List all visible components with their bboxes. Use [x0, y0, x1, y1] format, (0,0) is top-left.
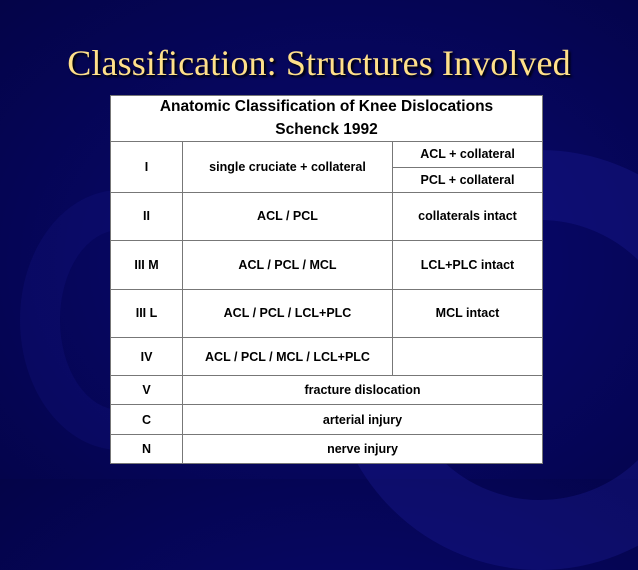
- grade-cell: III L: [111, 289, 183, 337]
- grade-cell: C: [111, 405, 183, 434]
- table-row-grade-c: [111, 405, 543, 434]
- injury-description-cell: fracture dislocation: [183, 376, 543, 405]
- injury-description-cell: arterial injury: [183, 405, 543, 434]
- injured-structures-cell: ACL / PCL: [183, 192, 393, 240]
- table-row-grade-3l: [111, 289, 543, 337]
- injured-structures-cell: single cruciate + collateral: [183, 142, 393, 192]
- grade-cell: III M: [111, 241, 183, 289]
- intact-structures-cell: LCL+PLC intact: [393, 241, 543, 289]
- table-row-grade-3m: [111, 241, 543, 289]
- sub-type-cell: PCL + collateral: [393, 167, 543, 192]
- injury-description-cell: nerve injury: [183, 434, 543, 463]
- table-row-grade-4: [111, 337, 543, 375]
- sub-type-cell: ACL + collateral: [393, 142, 543, 167]
- intact-structures-cell: MCL intact: [393, 289, 543, 337]
- grade-cell: I: [111, 142, 183, 192]
- slide-title: Classification: Structures Involved: [67, 43, 571, 83]
- grade-cell: IV: [111, 337, 183, 375]
- grade-cell: N: [111, 434, 183, 463]
- grade-cell: II: [111, 192, 183, 240]
- table-title: Anatomic Classification of Knee Dislocations: [111, 96, 543, 119]
- table-subtitle: Schenck 1992: [111, 119, 543, 142]
- injured-structures-cell: ACL / PCL / MCL: [183, 241, 393, 289]
- table-row-grade-5: [111, 376, 543, 405]
- table-row-grade-1: [111, 142, 543, 167]
- table-row-grade-2: [111, 192, 543, 240]
- table-row-grade-n: [111, 434, 543, 463]
- injured-structures-cell: ACL / PCL / LCL+PLC: [183, 289, 393, 337]
- injured-structures-cell: ACL / PCL / MCL / LCL+PLC: [183, 337, 393, 375]
- intact-structures-cell: collaterals intact: [393, 192, 543, 240]
- grade-cell: V: [111, 376, 183, 405]
- intact-structures-cell: [393, 337, 543, 375]
- classification-table: [110, 95, 543, 464]
